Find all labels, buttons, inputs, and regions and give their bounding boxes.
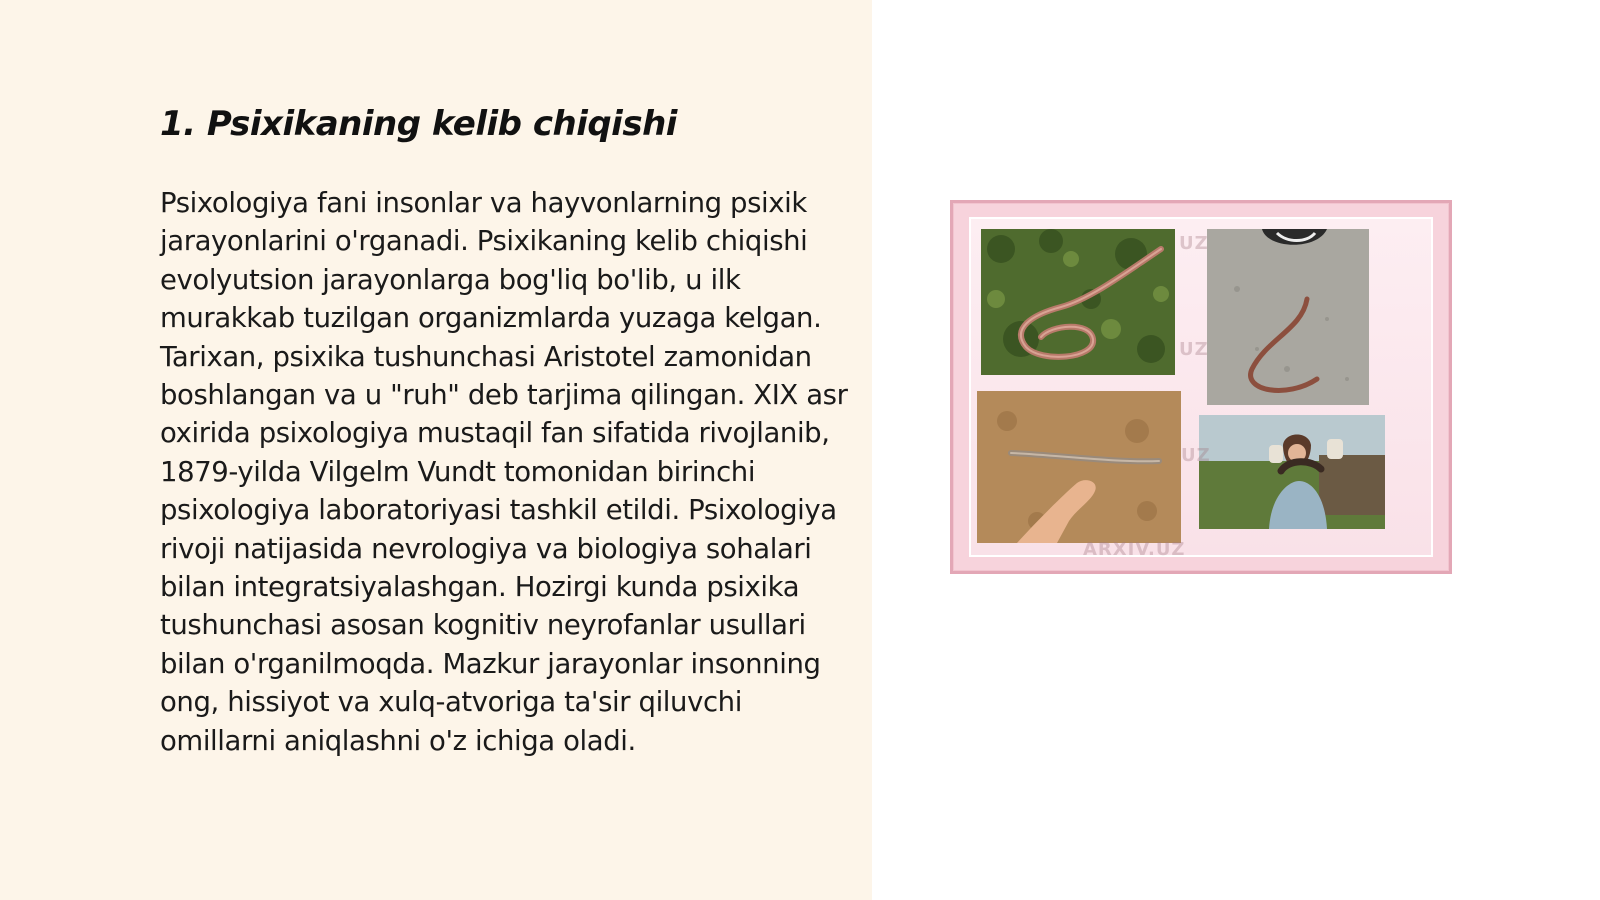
watermark-logo-text: ARXIV.UZ (1083, 539, 1186, 560)
photo-woman-holding-worm (1199, 415, 1385, 529)
watermark-text: UZ (1181, 445, 1211, 466)
watermark-text: UZ (1179, 233, 1209, 254)
photo-worm-on-soil (977, 391, 1181, 543)
slide-title: 1. Psixikaning kelib chiqishi (160, 104, 677, 144)
photo-worm-on-grass (981, 229, 1175, 375)
photo-worm-on-concrete (1207, 229, 1369, 405)
collage-inner (969, 217, 1433, 560)
watermark-text: UZ (1179, 339, 1209, 360)
slide-body-text: Psixologiya fani insonlar va hayvonlarning psixik jarayonlarini o'rganadi. Psixikaning kelib chiqishi evolyutsion jarayonlarga bog'liq bo'lib, u ilk murakkab tuzilgan organizmlarda yuzaga kelgan. Tarixan, psixika tushunchasi Aristotel zamonidan boshlangan va u "ruh" deb tarjima qilingan. XIX asr oxirida psixologiya mustaqil fan sifatida rivojlanib, 1879-yilda Vilgelm Vundt tomonidan birinchi psixologiya laboratoriyasi tashkil etildi. Psixologiya rivoji natijasida nevrologiya va biologiya sohalari bilan integratsiyalashgan. Hozirgi kunda psixika tushunchasi asosan kognitiv neyrofanlar usullari bilan o'rganilmoqda. Mazkur jarayonlar insonning ong, hissiyot va xulq-atvoriga ta'sir qiluvchi omillarni aniqlashni o'z ichiga oladi. (160, 187, 848, 757)
worm-collage-image (950, 200, 1452, 574)
